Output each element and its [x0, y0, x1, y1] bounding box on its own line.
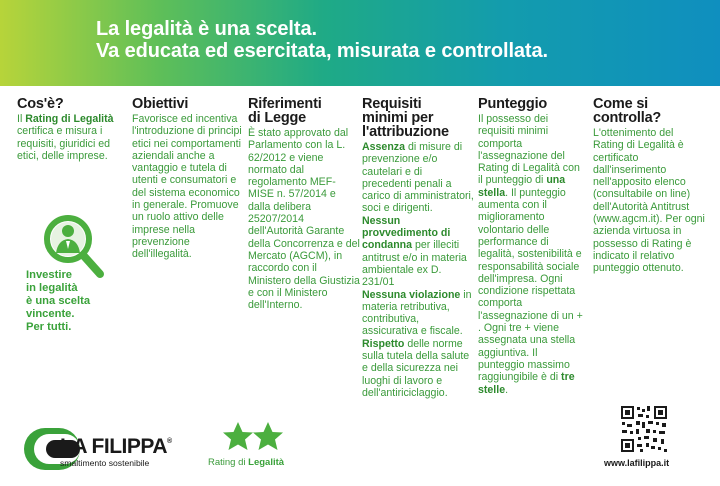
column-title-riferimenti [248, 97, 360, 125]
requisiti-bold-4: Rispetto [362, 337, 405, 350]
slogan [26, 269, 136, 334]
requisiti-text-2: per illeciti antitrust e/o in materia ambientale ex D. 231/01 [362, 239, 467, 289]
column-punteggio [478, 97, 586, 396]
slogan-line-2: in legalità [26, 282, 78, 294]
requisiti-title-line-2: minimi per [362, 110, 434, 126]
column-body-riferimenti: È stato approvato dal Parlamento con la L. 62/2012 e viene normato dal regolamento MEF-MISE n. 57/2014 e dalla delibera 25207/2014 dell'Autorità Garante della Concorrenza e del Mercato (AGCM), in raccordo con il Ministero della Giustizia e con il Ministero dell'Interno. [248, 127, 360, 312]
requisiti-text-4: delle norme sulla tutela della salute e della sicurezza nei luoghi di lavoro e dell'antiriciclaggio. [362, 337, 470, 399]
brand-name-text: LA FILIPPA [60, 435, 167, 458]
requisiti-text-3: in materia retributiva, contributiva, assicurativa e fiscale. [362, 288, 472, 338]
column-obiettivi [132, 97, 242, 261]
controlla-title-line-2: controlla? [593, 110, 662, 126]
column-title-requisiti [362, 97, 474, 139]
brand-name [60, 435, 172, 459]
column-controlla [593, 97, 705, 275]
qr-code-icon[interactable] [620, 405, 668, 453]
column-body-obiettivi: Favorisce ed incentiva l'introduzione di principi etici nei comportamenti aziendali anche a vantaggio e tutela di utenti e consumatori e del sistema economico in generale. Promuove un ruolo attivo delle imprese nella prevenzione dell'illegalità. [132, 113, 242, 261]
column-title-controlla [593, 97, 705, 125]
slogan-line-5: Per tutti. [26, 321, 72, 333]
brand-tagline: smaltimento sostenibile [60, 458, 150, 468]
rating-label-bold: Legalità [248, 457, 285, 468]
website-url[interactable]: www.lafilippa.it [604, 458, 670, 468]
column-title-cose: Cos'è? [17, 96, 64, 112]
requisiti-bold-2: Nessun provvedimento di condanna [362, 214, 451, 252]
requisiti-title-line-3: l'attribuzione [362, 124, 449, 140]
rating-label-prefix: Rating di [208, 457, 249, 468]
banner-title-line-1: La legalità è una scelta. [96, 18, 317, 40]
rating-stars-icon [220, 420, 292, 454]
rating-label [208, 457, 284, 468]
cose-text-2: certifica e misura i requisiti, giuridici ed etici, delle imprese. [17, 125, 111, 162]
punteggio-bold-1: una stella [478, 174, 566, 199]
header-banner [0, 0, 720, 86]
cose-bold-1: Rating di Legalità [25, 113, 114, 125]
requisiti-text-1: di misure di prevenzione e/o cautelari e di precedenti penali a carico di amministratori, soci e dirigenti. [362, 141, 474, 215]
column-body-punteggio [478, 113, 586, 396]
punteggio-text-3: . [505, 383, 509, 396]
column-riferimenti [248, 97, 360, 311]
slogan-line-3: è una scelta [26, 295, 91, 307]
column-body-requisiti [362, 141, 474, 399]
punteggio-bold-2: tre stelle [478, 371, 575, 396]
riferimenti-title-line-1: Riferimenti [248, 96, 322, 112]
column-cose [17, 97, 127, 162]
registered-mark: ® [167, 438, 172, 445]
punteggio-text-1: Il possesso dei requisiti minimi comporta l'assegnazione del Rating di Legalità con il punteggio di [478, 113, 580, 187]
punteggio-text-2: . Il punteggio aumenta con il miglioramento volontario delle performance di legalità, sostenibilità e responsabilità sociale dell'impresa. Ogni condizione rispettata comporta l'assegnazione di un + . Ogni tre + viene assegnata una stella aggiuntiva. Il punteggio massimo raggiungibile è di [478, 186, 583, 384]
banner-title-line-2: Va educata ed esercitata, misurata e controllata. [96, 40, 548, 62]
column-requisiti [362, 97, 474, 399]
column-body-controlla: L'ottenimento del Rating di Legalità è certificato dall'inserimento nell'apposito elenco (consultabile on line) dell'Autorità Antitrust (www.agcm.it). Per ogni azienda virtuosa in possesso di Rating è indicato il relativo punteggio ottenuto. [593, 127, 705, 275]
requisiti-bold-3: Nessuna violazione [362, 288, 461, 301]
column-body-cose [17, 113, 127, 162]
column-title-obiettivi: Obiettivi [132, 96, 189, 112]
requisiti-bold-1: Assenza [362, 141, 405, 153]
slogan-line-1: Investire [26, 269, 73, 281]
riferimenti-title-line-2: di Legge [248, 110, 307, 126]
column-title-punteggio: Punteggio [478, 96, 548, 112]
slogan-line-4: vincente. [26, 308, 75, 320]
controlla-title-line-1: Come si [593, 96, 649, 112]
requisiti-title-line-1: Requisiti [362, 96, 422, 112]
cose-text-1: Il [17, 113, 26, 125]
